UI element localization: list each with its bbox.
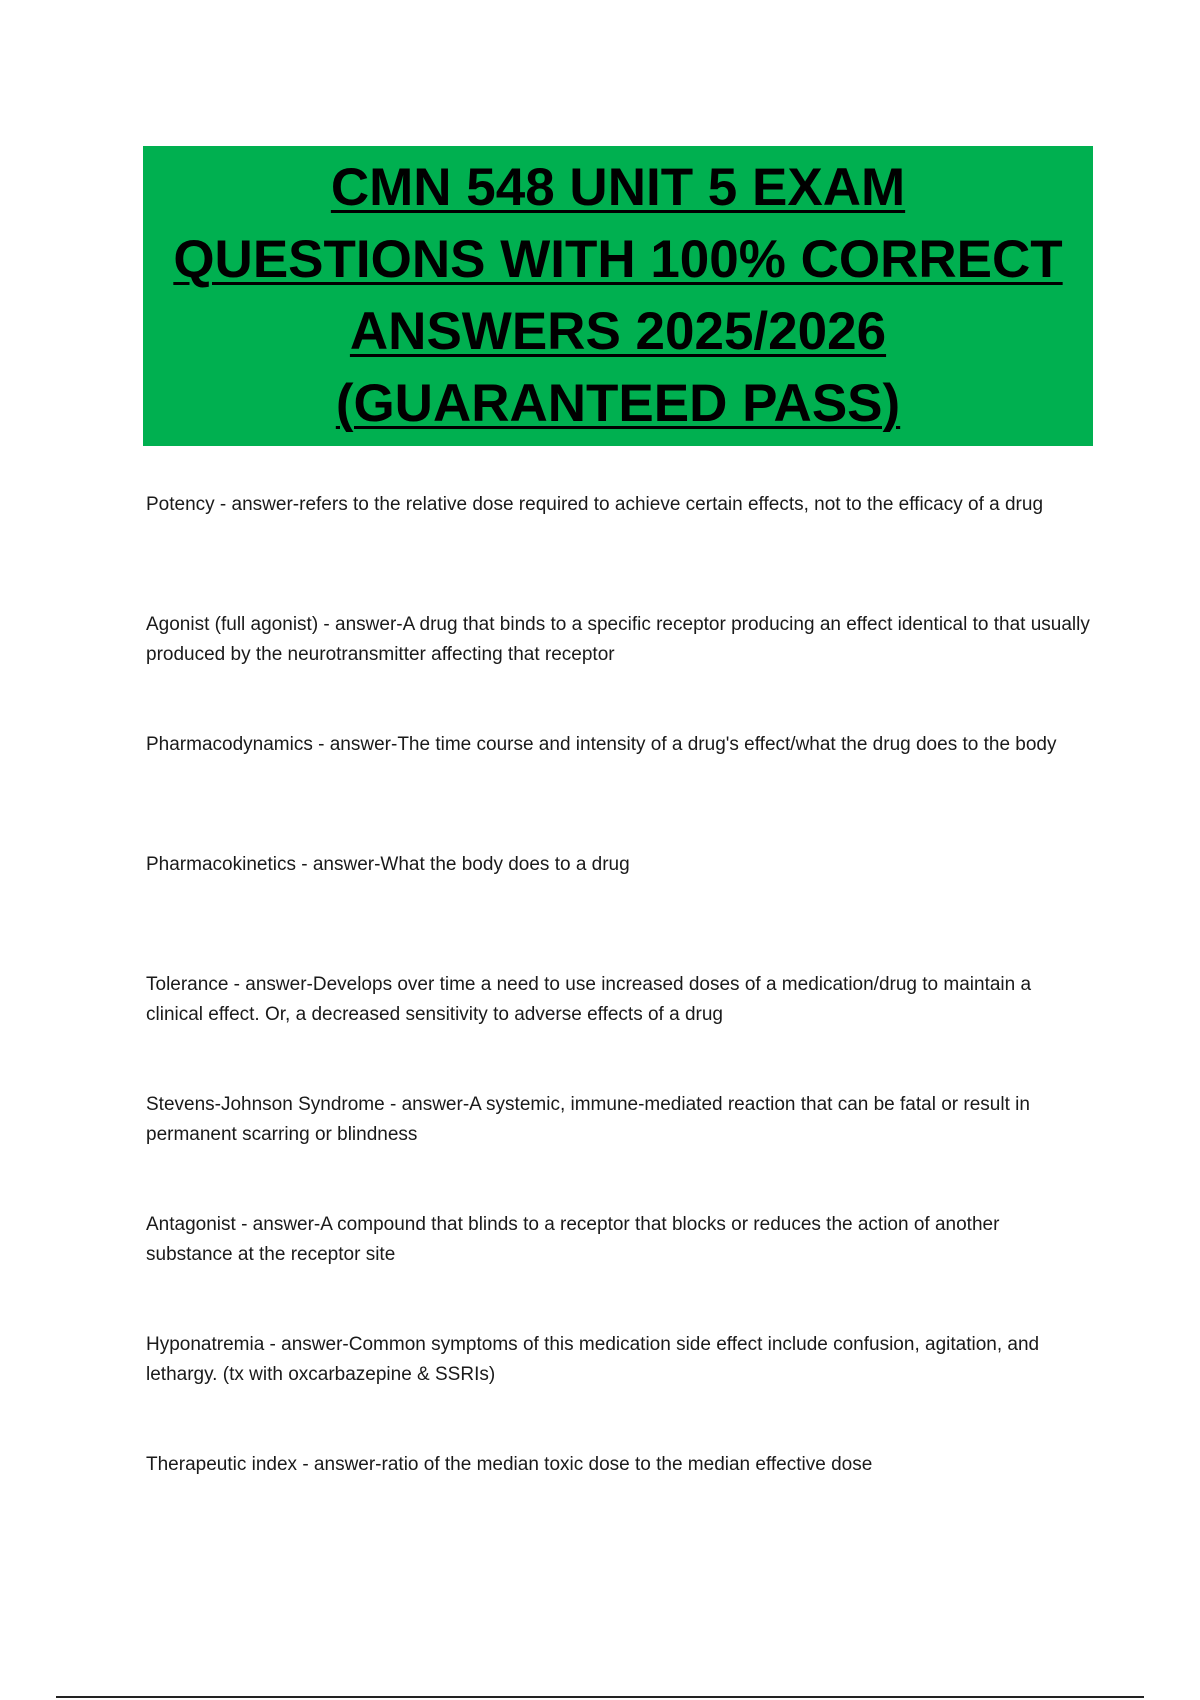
qa-term: Hyponatremia [146,1334,265,1355]
qa-separator: - answer- [297,1454,382,1475]
qa-answer: A compound that blinds to a receptor that blocks or reduces the action of another substance at the receptor site [146,1214,1000,1265]
qa-separator: - answer- [228,974,313,995]
qa-term: Therapeutic index [146,1454,298,1475]
title-line: CMN 548 UNIT 5 EXAM [330,158,906,217]
qa-answer: ratio of the median toxic dose to the median effective dose [381,1454,873,1475]
qa-answer: What the body does to a drug [380,854,630,875]
title-banner [143,146,1093,446]
qa-term: Agonist (full agonist) [146,614,319,635]
qa-term: Potency [146,494,215,515]
qa-separator: - answer- [214,494,300,515]
qa-separator: - answer- [384,1094,470,1115]
qa-item [146,970,1091,1090]
qa-term: Stevens-Johnson Syndrome [146,1094,385,1115]
qa-item [146,1450,1091,1570]
footer-divider [56,1696,1144,1698]
qa-answer: Develops over time a need to use increased doses of a medication/drug to maintain a clinical effect. Or, a decreased sensitivity to adverse effects of a drug [146,974,1032,1025]
qa-term: Pharmacodynamics [146,734,313,755]
qa-term: Tolerance [146,974,229,995]
qa-answer: A drug that binds to a specific receptor producing an effect identical to that usually produced by the neurotransmitter affecting that receptor [146,614,1090,665]
qa-separator: - answer- [312,734,398,755]
title-line: (GUARANTEED PASS) [335,374,901,433]
qa-answer: The time course and intensity of a drug's effect/what the drug does to the body [397,734,1057,755]
qa-item [146,1090,1091,1210]
title-line: QUESTIONS WITH 100% CORRECT [173,230,1063,289]
qa-answer: Common symptoms of this medication side effect include confusion, agitation, and lethargy. (tx with oxcarbazepine & SSRIs) [146,1334,1040,1385]
qa-item [146,490,1091,610]
qa-item [146,730,1091,850]
qa-separator: - answer- [235,1214,321,1235]
title-line: ANSWERS 2025/2026 [349,302,887,361]
qa-item [146,1210,1091,1330]
qa-term: Pharmacokinetics [146,854,296,875]
qa-answer: refers to the relative dose required to achieve certain effects, not to the efficacy of a drug [299,494,1044,515]
qa-term: Antagonist [146,1214,236,1235]
qa-separator: - answer- [295,854,381,875]
qa-separator: - answer- [318,614,403,635]
qa-item [146,1330,1091,1450]
qa-item [146,850,1091,970]
qa-list [146,490,1091,1570]
qa-separator: - answer- [264,1334,349,1355]
qa-answer: A systemic, immune-mediated reaction that can be fatal or result in permanent scarring or blindness [146,1094,1030,1145]
qa-item [146,610,1091,730]
